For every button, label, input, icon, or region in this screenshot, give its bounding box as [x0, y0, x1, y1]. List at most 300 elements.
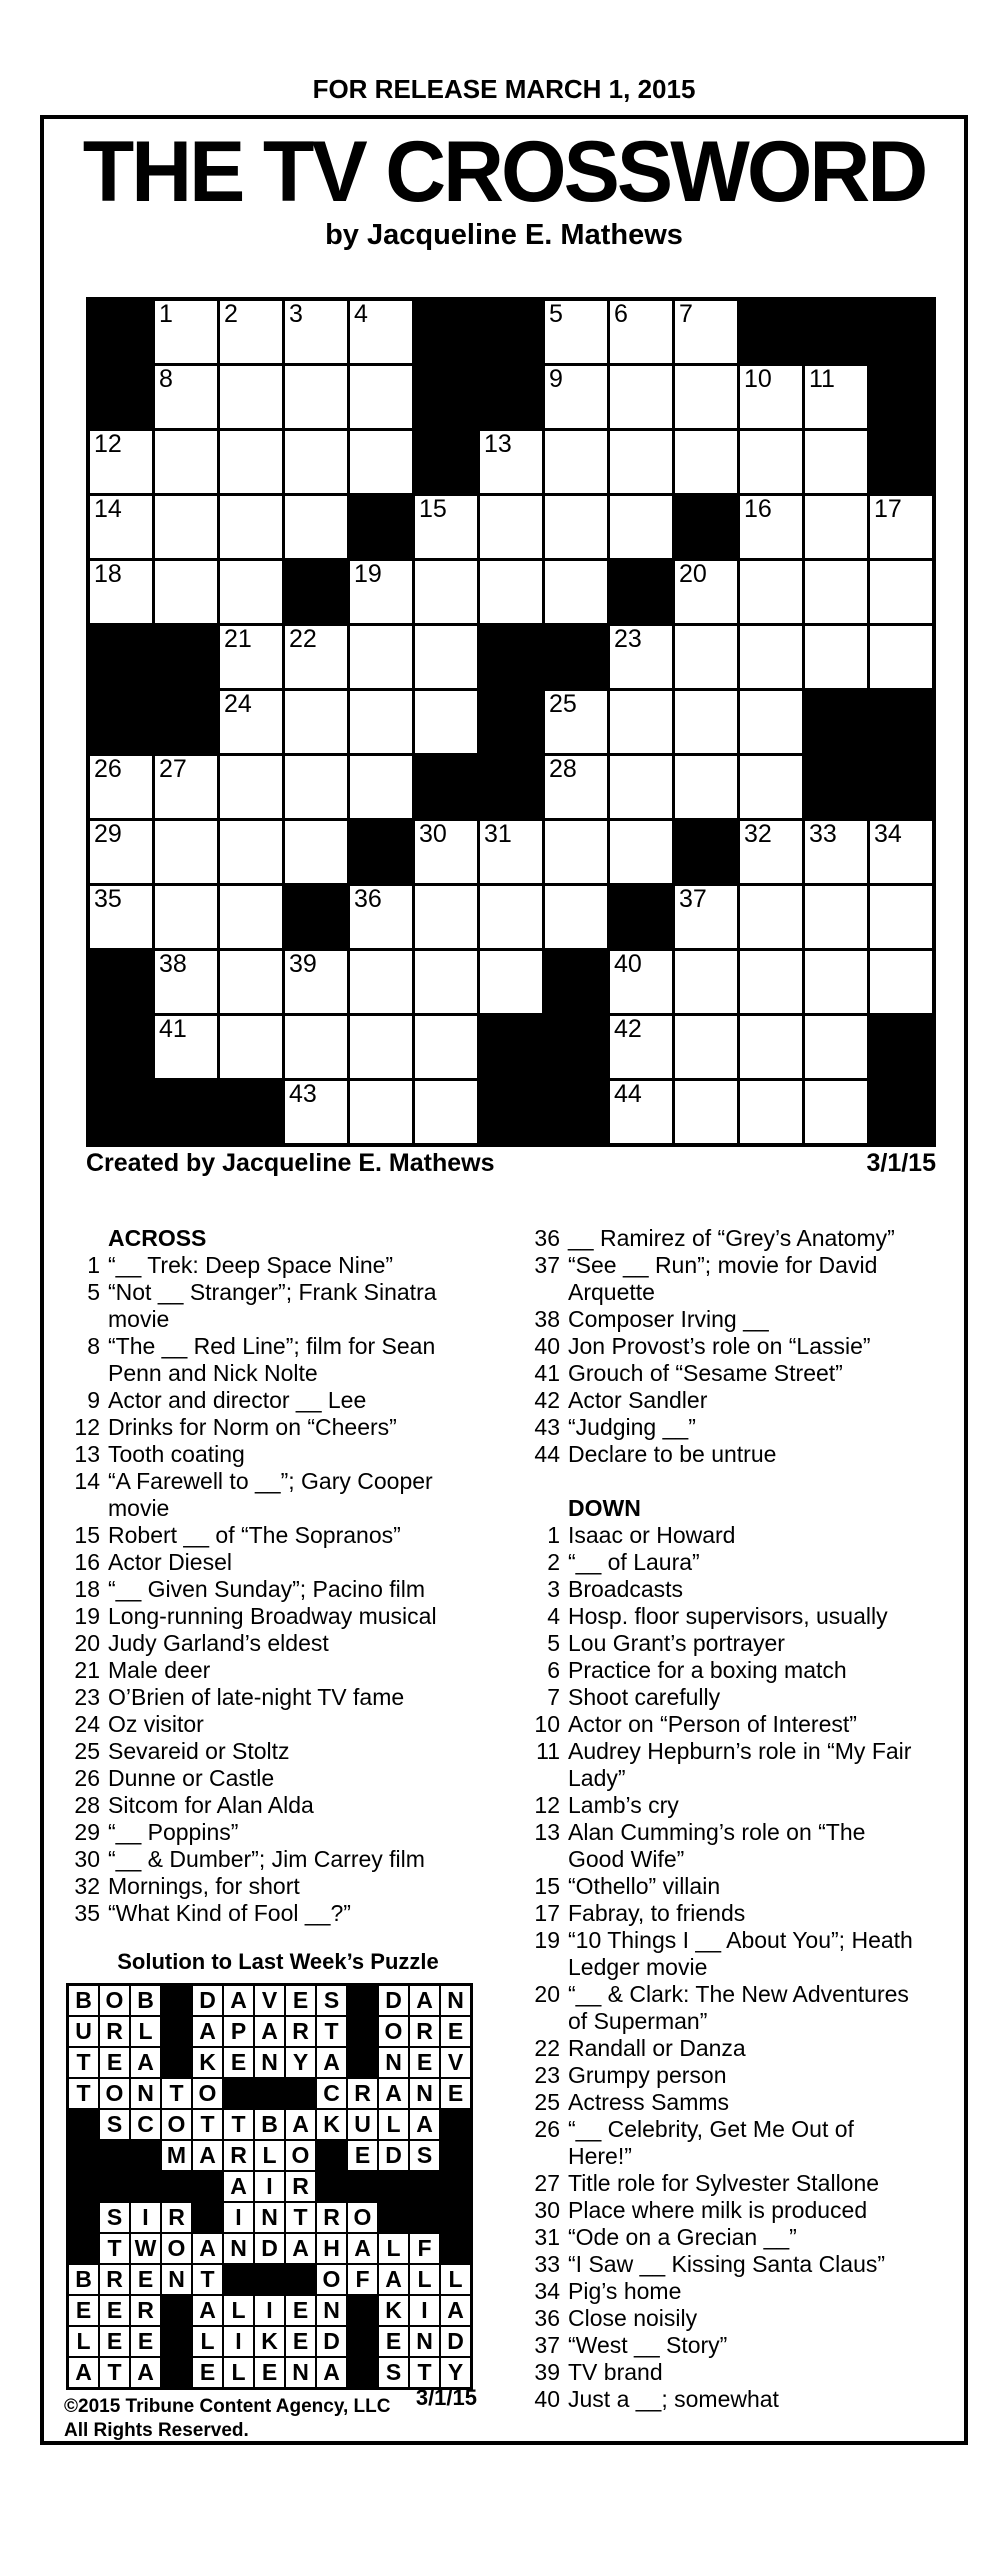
- clue-number: 15: [74, 1522, 100, 1548]
- cell-number: 10: [744, 365, 772, 393]
- solution-letter: R: [137, 2297, 154, 2323]
- clue-text: “The __ Red Line”; film for Sean Penn and Nick Nolte: [108, 1333, 436, 1386]
- grid-cell: [415, 1081, 477, 1143]
- solution-black-cell: [379, 2172, 408, 2201]
- solution-black-cell: [69, 2141, 98, 2170]
- solution-cell: [193, 2079, 222, 2108]
- solution-letter: N: [230, 2235, 247, 2261]
- solution-black-cell: [162, 2048, 191, 2077]
- solution-cell: [286, 2327, 315, 2356]
- solution-letter: E: [137, 2266, 154, 2292]
- black-cell: [675, 496, 737, 558]
- cell-number: 1: [159, 300, 173, 328]
- solution-cell: [193, 2048, 222, 2077]
- solution-letter: R: [106, 2266, 123, 2292]
- grid-cell: [610, 496, 672, 558]
- solution-black-cell: [100, 2141, 129, 2170]
- cell-number: 23: [614, 625, 642, 653]
- clue-text: Composer Irving __: [568, 1306, 769, 1332]
- grid-cell: [285, 496, 347, 558]
- solution-cell: [162, 2234, 191, 2263]
- cell-number: 14: [94, 495, 122, 523]
- grid-cell: [415, 1016, 477, 1078]
- solution-letter: A: [199, 2142, 216, 2168]
- solution-letter: T: [324, 2018, 339, 2044]
- solution-letter: T: [169, 2080, 184, 2106]
- down-clue-6: [522, 1657, 926, 1684]
- solution-cell: [131, 2203, 160, 2232]
- clue-text: Title role for Sylvester Stallone: [568, 2170, 880, 2196]
- grid-cell: [90, 496, 152, 558]
- solution-black-cell: [441, 2110, 470, 2139]
- solution-letter: L: [231, 2359, 246, 2385]
- across-clue-8: [62, 1333, 494, 1387]
- grid-cell: [90, 821, 152, 883]
- across-clue-29: [62, 1819, 494, 1846]
- clue-number: 36: [534, 2305, 560, 2331]
- solution-cell: [100, 2234, 129, 2263]
- grid-cell: [805, 1016, 867, 1078]
- cell-number: 35: [94, 885, 122, 913]
- down-clue-11: [522, 1738, 926, 1792]
- clue-text: Tooth coating: [108, 1441, 245, 1467]
- black-cell: [90, 626, 152, 688]
- solution-cell: [317, 2234, 346, 2263]
- grid-cell: [805, 821, 867, 883]
- clue-number: 3: [547, 1576, 560, 1602]
- grid-cell: [350, 691, 412, 753]
- clue-number: 42: [534, 1387, 560, 1413]
- clue-text: “__ & Clark: The New Adventures of Superman”: [568, 1981, 909, 2034]
- down-clue-23: [522, 2062, 926, 2089]
- solution-letter: O: [198, 2080, 217, 2106]
- grid-cell: [415, 626, 477, 688]
- solution-cell: [441, 2017, 470, 2046]
- cell-number: 30: [419, 820, 447, 848]
- grid-cell: [545, 691, 607, 753]
- clue-text: Male deer: [108, 1657, 211, 1683]
- clue-text: “Ode on a Grecian __”: [568, 2224, 797, 2250]
- across-clue-16: [62, 1549, 494, 1576]
- solution-cell: [255, 2172, 284, 2201]
- grid-cell: [740, 626, 802, 688]
- cell-number: 34: [874, 820, 902, 848]
- clue-number: 18: [74, 1576, 100, 1602]
- solution-black-cell: [317, 2172, 346, 2201]
- black-cell: [90, 366, 152, 428]
- solution-black-cell: [441, 2141, 470, 2170]
- grid-cell: [285, 756, 347, 818]
- solution-letter: A: [199, 2235, 216, 2261]
- clue-number: 25: [74, 1738, 100, 1764]
- cell-number: 37: [679, 885, 707, 913]
- solution-letter: A: [323, 2049, 340, 2075]
- solution-cell: [286, 2017, 315, 2046]
- clue-text: Place where milk is produced: [568, 2197, 868, 2223]
- grid-cell: [805, 561, 867, 623]
- clue-text: Jon Provost’s role on “Lassie”: [568, 1333, 871, 1359]
- clue-number: 5: [87, 1279, 100, 1305]
- solution-cell: [100, 2327, 129, 2356]
- black-cell: [155, 626, 217, 688]
- black-cell: [545, 626, 607, 688]
- solution-black-cell: [441, 2172, 470, 2201]
- solution-letter: I: [266, 2173, 273, 2199]
- solution-letter: N: [323, 2297, 340, 2323]
- solution-letter: K: [199, 2049, 216, 2075]
- copyright-line-2: All Rights Reserved.: [64, 2420, 249, 2441]
- black-cell: [870, 1081, 932, 1143]
- solution-cell: [193, 2265, 222, 2294]
- grid-cell: [675, 886, 737, 948]
- grid-cell: [285, 821, 347, 883]
- cell-number: 22: [289, 625, 317, 653]
- solution-cell: [224, 2172, 253, 2201]
- solution-cell: [224, 2203, 253, 2232]
- solution-cell: [379, 2358, 408, 2387]
- black-cell: [155, 691, 217, 753]
- grid-cell: [350, 756, 412, 818]
- down-clue-19: [522, 1927, 926, 1981]
- solution-cell: [348, 2203, 377, 2232]
- grid-cell: [350, 366, 412, 428]
- black-cell: [805, 301, 867, 363]
- grid-cell: [350, 886, 412, 948]
- solution-letter: U: [354, 2111, 371, 2137]
- solution-cell: [69, 2327, 98, 2356]
- solution-cell: [410, 2296, 439, 2325]
- solution-cell: [224, 2234, 253, 2263]
- grid-cell: [740, 561, 802, 623]
- clue-text: TV brand: [568, 2359, 663, 2385]
- grid-cell: [220, 561, 282, 623]
- solution-letter: C: [137, 2111, 154, 2137]
- down-clue-20: [522, 1981, 926, 2035]
- solution-cell: [193, 2110, 222, 2139]
- grid-cell: [480, 561, 542, 623]
- grid-cell: [675, 431, 737, 493]
- across-clue-1: [62, 1252, 494, 1279]
- solution-cell: [286, 2141, 315, 2170]
- grid-cell: [675, 626, 737, 688]
- solution-cell: [379, 2265, 408, 2294]
- solution-letter: A: [261, 2018, 278, 2044]
- solution-letter: E: [106, 2328, 123, 2354]
- solution-cell: [100, 2048, 129, 2077]
- grid-cell: [675, 366, 737, 428]
- clue-number: 30: [534, 2197, 560, 2223]
- clue-number: 7: [547, 1684, 560, 1710]
- solution-letter: D: [447, 2328, 464, 2354]
- solution-cell: [317, 2048, 346, 2077]
- solution-letter: E: [354, 2142, 371, 2168]
- solution-cell: [162, 2079, 191, 2108]
- grid-cell: [155, 431, 217, 493]
- black-cell: [870, 366, 932, 428]
- across-clue-40: [522, 1333, 926, 1360]
- clue-text: Randall or Danza: [568, 2035, 746, 2061]
- black-cell: [350, 496, 412, 558]
- solution-letter: R: [354, 2080, 371, 2106]
- puzzle-date: 3/1/15: [866, 1149, 936, 1177]
- solution-black-cell: [100, 2172, 129, 2201]
- solution-letter: F: [355, 2266, 370, 2292]
- solution-cell: [379, 2110, 408, 2139]
- solution-letter: Y: [447, 2359, 464, 2385]
- clue-number: 2: [547, 1549, 560, 1575]
- clue-text: “__ of Laura”: [568, 1549, 700, 1575]
- grid-cell: [220, 1016, 282, 1078]
- grid-cell: [90, 561, 152, 623]
- solution-letter: E: [292, 2297, 309, 2323]
- grid-cell: [740, 886, 802, 948]
- clue-number: 36: [534, 1225, 560, 1251]
- solution-letter: M: [166, 2142, 187, 2168]
- clue-number: 24: [74, 1711, 100, 1737]
- solution-letter: I: [235, 2204, 242, 2230]
- solution-cell: [441, 2265, 470, 2294]
- clue-text: Actor and director __ Lee: [108, 1387, 367, 1413]
- solution-cell: [441, 2358, 470, 2387]
- solution-letter: N: [168, 2266, 185, 2292]
- solution-letter: L: [262, 2142, 277, 2168]
- clue-number: 13: [534, 1819, 560, 1845]
- solution-letter: A: [447, 2297, 464, 2323]
- solution-letter: T: [231, 2111, 246, 2137]
- solution-letter: E: [292, 1987, 309, 2013]
- grid-cell: [220, 626, 282, 688]
- solution-black-cell: [162, 2358, 191, 2387]
- grid-cell: [545, 561, 607, 623]
- clue-number: 27: [534, 2170, 560, 2196]
- solution-cell: [441, 1986, 470, 2015]
- solution-letter: S: [385, 2359, 402, 2385]
- solution-letter: E: [75, 2297, 92, 2323]
- black-cell: [90, 691, 152, 753]
- grid-cell: [610, 821, 672, 883]
- solution-cell: [379, 2296, 408, 2325]
- grid-cell: [610, 366, 672, 428]
- grid-cell: [610, 951, 672, 1013]
- clue-number: 37: [534, 1252, 560, 1278]
- clue-text: Grumpy person: [568, 2062, 727, 2088]
- grid-cell: [740, 1016, 802, 1078]
- grid-cell: [675, 756, 737, 818]
- clue-number: 14: [74, 1468, 100, 1494]
- clue-number: 41: [534, 1360, 560, 1386]
- cell-number: 32: [744, 820, 772, 848]
- solution-cell: [348, 2265, 377, 2294]
- solution-letter: B: [75, 2266, 92, 2292]
- solution-cell: [69, 2048, 98, 2077]
- solution-cell: [348, 2141, 377, 2170]
- grid-cell: [805, 496, 867, 558]
- clue-text: Declare to be untrue: [568, 1441, 777, 1467]
- black-cell: [480, 626, 542, 688]
- solution-cell: [379, 2017, 408, 2046]
- solution-letter: T: [107, 2235, 122, 2261]
- grid-cell: [480, 951, 542, 1013]
- grid-cell: [805, 951, 867, 1013]
- solution-letter: R: [106, 2018, 123, 2044]
- solution-letter: T: [293, 2204, 308, 2230]
- solution-black-cell: [162, 1986, 191, 2015]
- solution-black-cell: [317, 2141, 346, 2170]
- solution-black-cell: [131, 2141, 160, 2170]
- grid-cell: [740, 951, 802, 1013]
- black-cell: [480, 691, 542, 753]
- across-clue-35: [62, 1900, 494, 1927]
- black-cell: [155, 1081, 217, 1143]
- solution-cell: [286, 2048, 315, 2077]
- cell-number: 42: [614, 1015, 642, 1043]
- solution-cell: [224, 2141, 253, 2170]
- grid-cell: [740, 691, 802, 753]
- black-cell: [870, 756, 932, 818]
- black-cell: [675, 821, 737, 883]
- solution-letter: D: [385, 1987, 402, 2013]
- down-clue-25: [522, 2089, 926, 2116]
- down-clue-31: [522, 2224, 926, 2251]
- solution-cell: [410, 1986, 439, 2015]
- solution-cell: [224, 2358, 253, 2387]
- solution-date: 3/1/15: [415, 2385, 477, 2410]
- clue-number: 23: [74, 1684, 100, 1710]
- solution-letter: D: [261, 2235, 278, 2261]
- solution-cell: [224, 2296, 253, 2325]
- down-clue-12: [522, 1792, 926, 1819]
- solution-black-cell: [255, 2265, 284, 2294]
- solution-cell: [286, 2172, 315, 2201]
- clue-text: Robert __ of “The Sopranos”: [108, 1522, 401, 1548]
- clue-number: 40: [534, 2386, 560, 2412]
- solution-letter: K: [323, 2111, 340, 2137]
- grid-cell: [675, 951, 737, 1013]
- solution-letter: K: [385, 2297, 402, 2323]
- solution-black-cell: [286, 2079, 315, 2108]
- solution-cell: [224, 2110, 253, 2139]
- down-clue-4: [522, 1603, 926, 1630]
- cell-number: 39: [289, 950, 317, 978]
- solution-cell: [224, 2327, 253, 2356]
- solution-cell: [286, 2203, 315, 2232]
- grid-cell: [480, 886, 542, 948]
- down-clue-40: [522, 2386, 926, 2413]
- clue-text: Audrey Hepburn’s role in “My Fair Lady”: [568, 1738, 912, 1791]
- cell-number: 7: [679, 300, 693, 328]
- solution-letter: T: [76, 2080, 91, 2106]
- clue-text: Pig’s home: [568, 2278, 682, 2304]
- solution-letter: A: [385, 2266, 402, 2292]
- solution-black-cell: [193, 2203, 222, 2232]
- solution-cell: [131, 2327, 160, 2356]
- clue-text: Fabray, to friends: [568, 1900, 746, 1926]
- solution-letter: A: [199, 2018, 216, 2044]
- solution-letter: N: [416, 2080, 433, 2106]
- black-cell: [90, 951, 152, 1013]
- solution-letter: A: [323, 2359, 340, 2385]
- solution-cell: [286, 1986, 315, 2015]
- solution-letter: A: [230, 1987, 247, 2013]
- clue-number: 4: [547, 1603, 560, 1629]
- clue-text: Long-running Broadway musical: [108, 1603, 437, 1629]
- clue-text: O’Brien of late-night TV fame: [108, 1684, 405, 1710]
- grid-cell: [350, 431, 412, 493]
- solution-letter: R: [292, 2018, 309, 2044]
- black-cell: [480, 1081, 542, 1143]
- solution-letter: A: [416, 2111, 433, 2137]
- cell-number: 2: [224, 300, 238, 328]
- clue-text: “A Farewell to __”; Gary Cooper movie: [108, 1468, 433, 1521]
- clue-number: 11: [536, 1738, 560, 1764]
- solution-cell: [255, 2327, 284, 2356]
- grid-cell: [155, 756, 217, 818]
- solution-cell: [286, 2234, 315, 2263]
- solution-letter: R: [230, 2142, 247, 2168]
- solution-cell: [286, 2110, 315, 2139]
- clue-text: Alan Cumming’s role on “The Good Wife”: [568, 1819, 866, 1872]
- grid-cell: [220, 496, 282, 558]
- solution-cell: [441, 2079, 470, 2108]
- cell-number: 36: [354, 885, 382, 913]
- across-clue-24: [62, 1711, 494, 1738]
- solution-cell: [379, 2327, 408, 2356]
- clue-number: 25: [534, 2089, 560, 2115]
- grid-cell: [155, 366, 217, 428]
- grid-cell: [740, 496, 802, 558]
- solution-letter: N: [385, 2049, 402, 2075]
- cell-number: 8: [159, 365, 173, 393]
- grid-cell: [870, 886, 932, 948]
- across-clue-26: [62, 1765, 494, 1792]
- across-clue-41: [522, 1360, 926, 1387]
- grid-cell: [350, 561, 412, 623]
- grid-cell: [740, 431, 802, 493]
- cell-number: 27: [159, 755, 187, 783]
- solution-cell: [69, 2358, 98, 2387]
- cell-number: 6: [614, 300, 628, 328]
- solution-black-cell: [162, 2327, 191, 2356]
- solution-cell: [162, 2141, 191, 2170]
- grid-cell: [155, 301, 217, 363]
- solution-letter: O: [167, 2111, 186, 2137]
- solution-cell: [193, 2358, 222, 2387]
- grid-cell: [220, 756, 282, 818]
- grid-cell: [870, 496, 932, 558]
- grid-cell: [610, 1081, 672, 1143]
- grid-cell: [90, 431, 152, 493]
- down-clue-3: [522, 1576, 926, 1603]
- cell-number: 41: [159, 1015, 187, 1043]
- solution-letter: L: [417, 2266, 432, 2292]
- solution-letter: R: [168, 2204, 185, 2230]
- cell-number: 29: [94, 820, 122, 848]
- clue-number: 16: [74, 1549, 100, 1575]
- down-clue-22: [522, 2035, 926, 2062]
- solution-black-cell: [162, 2172, 191, 2201]
- black-cell: [285, 561, 347, 623]
- grid-cell: [415, 496, 477, 558]
- solution-cell: [317, 2017, 346, 2046]
- solution-cell: [379, 2234, 408, 2263]
- across-clue-36: [522, 1225, 926, 1252]
- clue-number: 26: [534, 2116, 560, 2142]
- grid-cell: [220, 886, 282, 948]
- solution-letter: Y: [292, 2049, 309, 2075]
- solution-grid: [66, 1983, 473, 2390]
- clue-number: 19: [74, 1603, 100, 1629]
- solution-cell: [131, 2234, 160, 2263]
